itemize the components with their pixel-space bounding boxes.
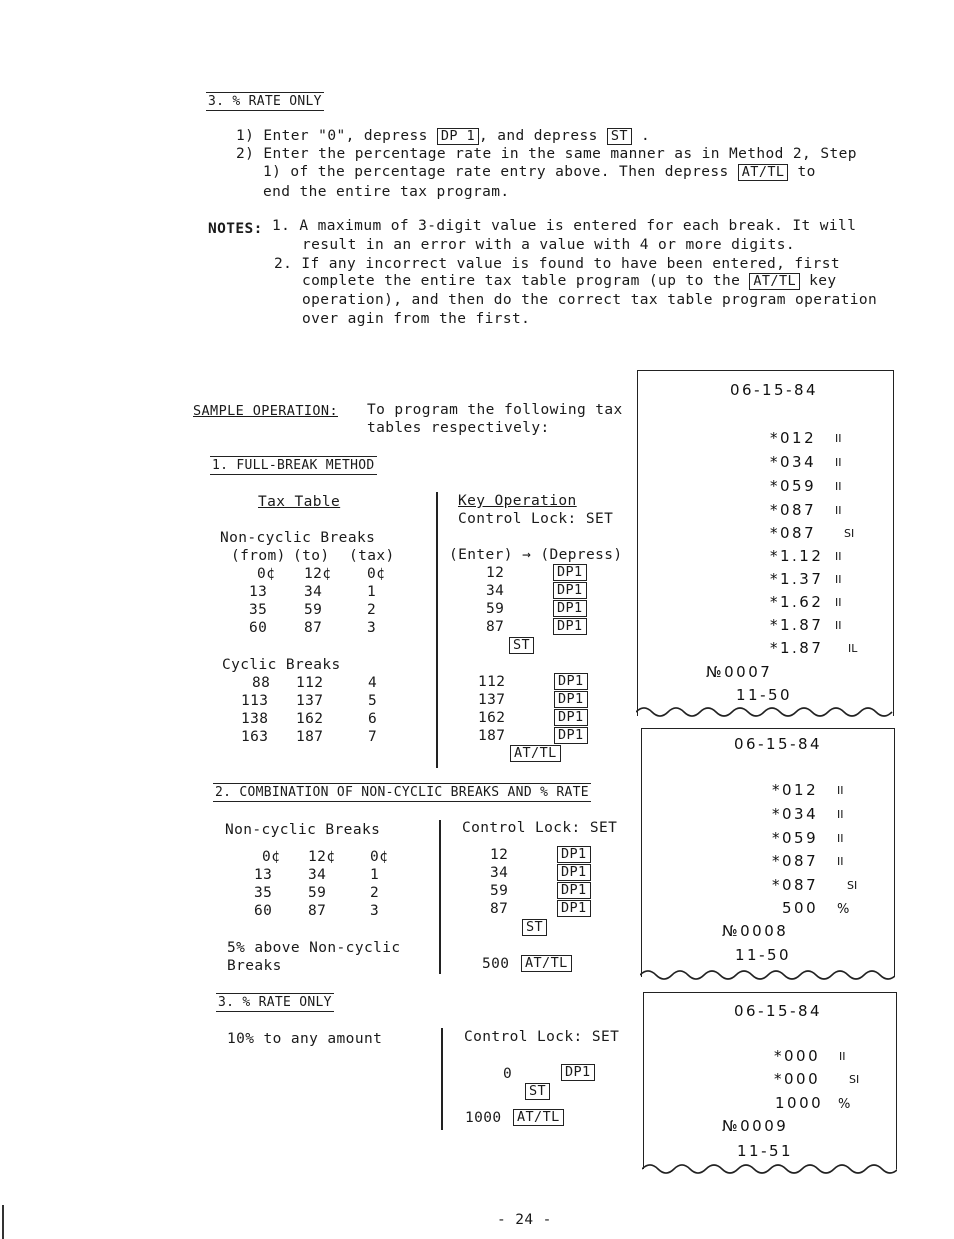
receipt-symbol: IL [848, 642, 858, 655]
key-dp1: DP1 [554, 727, 588, 744]
noncyclic-label-1: Non-cyclic Breaks [220, 530, 376, 546]
key-dp1: DP1 [557, 846, 591, 863]
tax-cell: 4 [368, 675, 378, 691]
section-1-title: 1. FULL-BREAK METHOD [212, 458, 375, 473]
from-cell: 0¢ [257, 566, 276, 582]
receipt-tape-3 [643, 992, 897, 1169]
tax-cell: 0¢ [370, 849, 389, 865]
enter-cell: 162 [478, 710, 506, 726]
note-1-line2: result in an error with a value with 4 or more digits. [302, 237, 796, 253]
divider-2 [439, 820, 441, 974]
to-cell: 59 [308, 885, 327, 901]
sample-operation-label: SAMPLE OPERATION: [193, 403, 338, 419]
receipt-value: *012 [772, 781, 819, 799]
key-dp1: DP1 [554, 709, 588, 726]
receipt-value: *034 [770, 453, 817, 471]
key-dp1: DP1 [557, 882, 591, 899]
from-cell: 60 [254, 903, 273, 919]
scan-edge-mark [2, 1205, 4, 1239]
receipt-tape-2 [641, 728, 895, 977]
receipt-value: *059 [772, 829, 819, 847]
torn-edge [640, 967, 895, 981]
cyclic-label: Cyclic Breaks [222, 657, 341, 673]
receipt-value: *1.37 [770, 570, 824, 588]
from-cell: 88 [252, 675, 271, 691]
key-dp1: DP1 [557, 864, 591, 881]
receipt-symbol: II [837, 832, 844, 845]
sample-desc-2: tables respectively: [367, 420, 550, 436]
enter-cell: 34 [490, 865, 509, 881]
control-lock-1: Control Lock: SET [458, 511, 614, 527]
enter-1000: 1000 [465, 1110, 502, 1126]
receipt-value: *059 [770, 477, 817, 495]
key-dp1: DP 1 [437, 128, 479, 145]
receipt-symbol: SI [849, 1073, 860, 1086]
section-3-title: 3. % RATE ONLY [218, 995, 332, 1010]
tax-cell: 0¢ [367, 566, 386, 582]
from-cell: 163 [241, 729, 269, 745]
receipt-value: *1.62 [770, 593, 824, 611]
to-cell: 162 [296, 711, 324, 727]
to-cell: 34 [304, 584, 323, 600]
key-at-tl: AT/TL [513, 1109, 564, 1126]
tax-cell: 3 [370, 903, 380, 919]
enter-cell: 112 [478, 674, 506, 690]
tax-cell: 5 [368, 693, 378, 709]
key-operation-label: Key Operation [458, 493, 577, 509]
receipt-code: 11-50 [736, 686, 793, 704]
key-st: ST [607, 128, 632, 145]
receipt-symbol: II [837, 855, 844, 868]
receipt-symbol: II [835, 619, 842, 632]
section-title-pct-rate-only: 3. % RATE ONLY [208, 94, 322, 109]
receipt-symbol: II [839, 1050, 846, 1063]
to-cell: 187 [296, 729, 324, 745]
pct-enter: 500 [482, 956, 510, 972]
receipt-value: 500 [782, 899, 819, 917]
receipt-symbol: % [837, 902, 850, 917]
tax-cell: 3 [367, 620, 377, 636]
receipt-value: *087 [772, 852, 819, 870]
receipt-value: *087 [770, 524, 817, 542]
receipt-symbol: II [835, 596, 842, 609]
tax-cell: 1 [370, 867, 380, 883]
torn-edge [636, 704, 894, 718]
key-st: ST [525, 1083, 550, 1100]
enter-cell: 59 [490, 883, 509, 899]
receipt-counter: №0009 [722, 1117, 789, 1135]
divider-1 [436, 492, 438, 768]
control-lock-2: Control Lock: SET [462, 820, 618, 836]
tax-cell: 2 [367, 602, 377, 618]
enter-cell: 87 [486, 619, 505, 635]
key-st: ST [522, 919, 547, 936]
note-2: 2. If any incorrect value is found to have been entered, first [274, 256, 841, 272]
to-cell: 59 [304, 602, 323, 618]
step-2: 2) Enter the percentage rate in the same manner as in Method 2, Step [236, 146, 857, 162]
key-dp1: DP1 [561, 1064, 595, 1081]
key-dp1: DP1 [554, 691, 588, 708]
col-from: (from) [231, 548, 286, 564]
to-cell: 112 [296, 675, 324, 691]
receipt-date: 06-15-84 [734, 735, 823, 753]
receipt-symbol: II [835, 480, 842, 493]
receipt-value: *012 [770, 429, 817, 447]
receipt-code: 11-50 [735, 946, 792, 964]
receipt-counter: №0008 [722, 922, 789, 940]
enter-cell: 87 [490, 901, 509, 917]
key-dp1: DP1 [554, 673, 588, 690]
step-2-line2: 1) of the percentage rate entry above. Then depress AT/TL to [263, 164, 816, 180]
from-cell: 13 [249, 584, 268, 600]
key-dp1: DP1 [553, 582, 587, 599]
receipt-value: *1.12 [770, 547, 824, 565]
receipt-value: *000 [774, 1070, 821, 1088]
receipt-symbol: II [835, 504, 842, 517]
from-cell: 13 [254, 867, 273, 883]
receipt-symbol: II [835, 573, 842, 586]
receipt-counter: №0007 [706, 663, 773, 681]
tax-cell: 2 [370, 885, 380, 901]
step-2-line3: end the entire tax program. [263, 184, 510, 200]
receipt-symbol: SI [844, 527, 855, 540]
col-tax: (tax) [349, 548, 395, 564]
receipt-symbol: II [835, 456, 842, 469]
section-2-title: 2. COMBINATION OF NON-CYCLIC BREAKS AND % RATE [215, 785, 589, 800]
receipt-date: 06-15-84 [730, 381, 819, 399]
from-cell: 113 [241, 693, 269, 709]
key-at-tl: AT/TL [510, 745, 561, 762]
to-cell: 137 [296, 693, 324, 709]
receipt-value: *034 [772, 805, 819, 823]
col-to: (to) [293, 548, 330, 564]
note-2-line2: complete the entire tax table program (up to the AT/TL key [302, 273, 837, 289]
receipt-value: *000 [774, 1047, 821, 1065]
key-at-tl: AT/TL [521, 955, 572, 972]
step-1: 1) Enter "0", depress DP 1 , and depress ST . [236, 128, 651, 144]
enter-cell: 137 [478, 692, 506, 708]
receipt-symbol: II [837, 808, 844, 821]
sample-desc-1: To program the following tax [367, 402, 623, 418]
to-cell: 34 [308, 867, 327, 883]
receipt-value: *1.87 [770, 616, 824, 634]
tax-table-label: Tax Table [258, 494, 341, 510]
pct-desc-2: Breaks [227, 958, 282, 974]
note-1: 1. A maximum of 3-digit value is entered for each break. It will [272, 218, 857, 234]
enter-cell: 12 [486, 565, 505, 581]
tax-cell: 6 [368, 711, 378, 727]
key-dp1: DP1 [557, 900, 591, 917]
receipt-symbol: II [837, 784, 844, 797]
enter-cell: 12 [490, 847, 509, 863]
notes-label: NOTES: [208, 221, 263, 237]
control-lock-3: Control Lock: SET [464, 1029, 620, 1045]
pct-desc-1: 5% above Non-cyclic [227, 940, 401, 956]
receipt-date: 06-15-84 [734, 1002, 823, 1020]
key-at-tl: AT/TL [749, 273, 800, 290]
key-dp1: DP1 [553, 564, 587, 581]
key-dp1: DP1 [553, 618, 587, 635]
torn-edge [642, 1161, 897, 1175]
key-dp1: DP1 [553, 600, 587, 617]
from-cell: 138 [241, 711, 269, 727]
enter-cell: 34 [486, 583, 505, 599]
from-cell: 35 [249, 602, 268, 618]
enter-cell: 59 [486, 601, 505, 617]
pct-desc-3: 10% to any amount [227, 1031, 383, 1047]
from-cell: 60 [249, 620, 268, 636]
receipt-value: 1000 [775, 1094, 824, 1112]
page-number: - 24 - [497, 1212, 552, 1228]
to-cell: 87 [308, 903, 327, 919]
receipt-value: *1.87 [770, 639, 824, 657]
receipt-symbol: II [835, 550, 842, 563]
tax-cell: 1 [367, 584, 377, 600]
from-cell: 35 [254, 885, 273, 901]
note-2-line4: over agin from the first. [302, 311, 531, 327]
to-cell: 12¢ [308, 849, 336, 865]
receipt-symbol: % [838, 1097, 851, 1112]
receipt-symbol: SI [847, 879, 858, 892]
key-st: ST [509, 637, 534, 654]
receipt-code: 11-51 [737, 1142, 794, 1160]
tax-cell: 7 [368, 729, 378, 745]
receipt-tape-1 [637, 370, 894, 716]
to-cell: 12¢ [304, 566, 332, 582]
receipt-symbol: II [835, 432, 842, 445]
enter-header: (Enter) → (Depress) [449, 547, 623, 563]
to-cell: 87 [304, 620, 323, 636]
key-at-tl: AT/TL [738, 164, 789, 181]
noncyclic-label-2: Non-cyclic Breaks [225, 822, 381, 838]
enter-zero: 0 [503, 1066, 513, 1082]
enter-cell: 187 [478, 728, 506, 744]
receipt-value: *087 [770, 501, 817, 519]
receipt-value: *087 [772, 876, 819, 894]
note-2-line3: operation), and then do the correct tax table program operation [302, 292, 878, 308]
divider-3 [441, 1028, 443, 1130]
from-cell: 0¢ [262, 849, 281, 865]
